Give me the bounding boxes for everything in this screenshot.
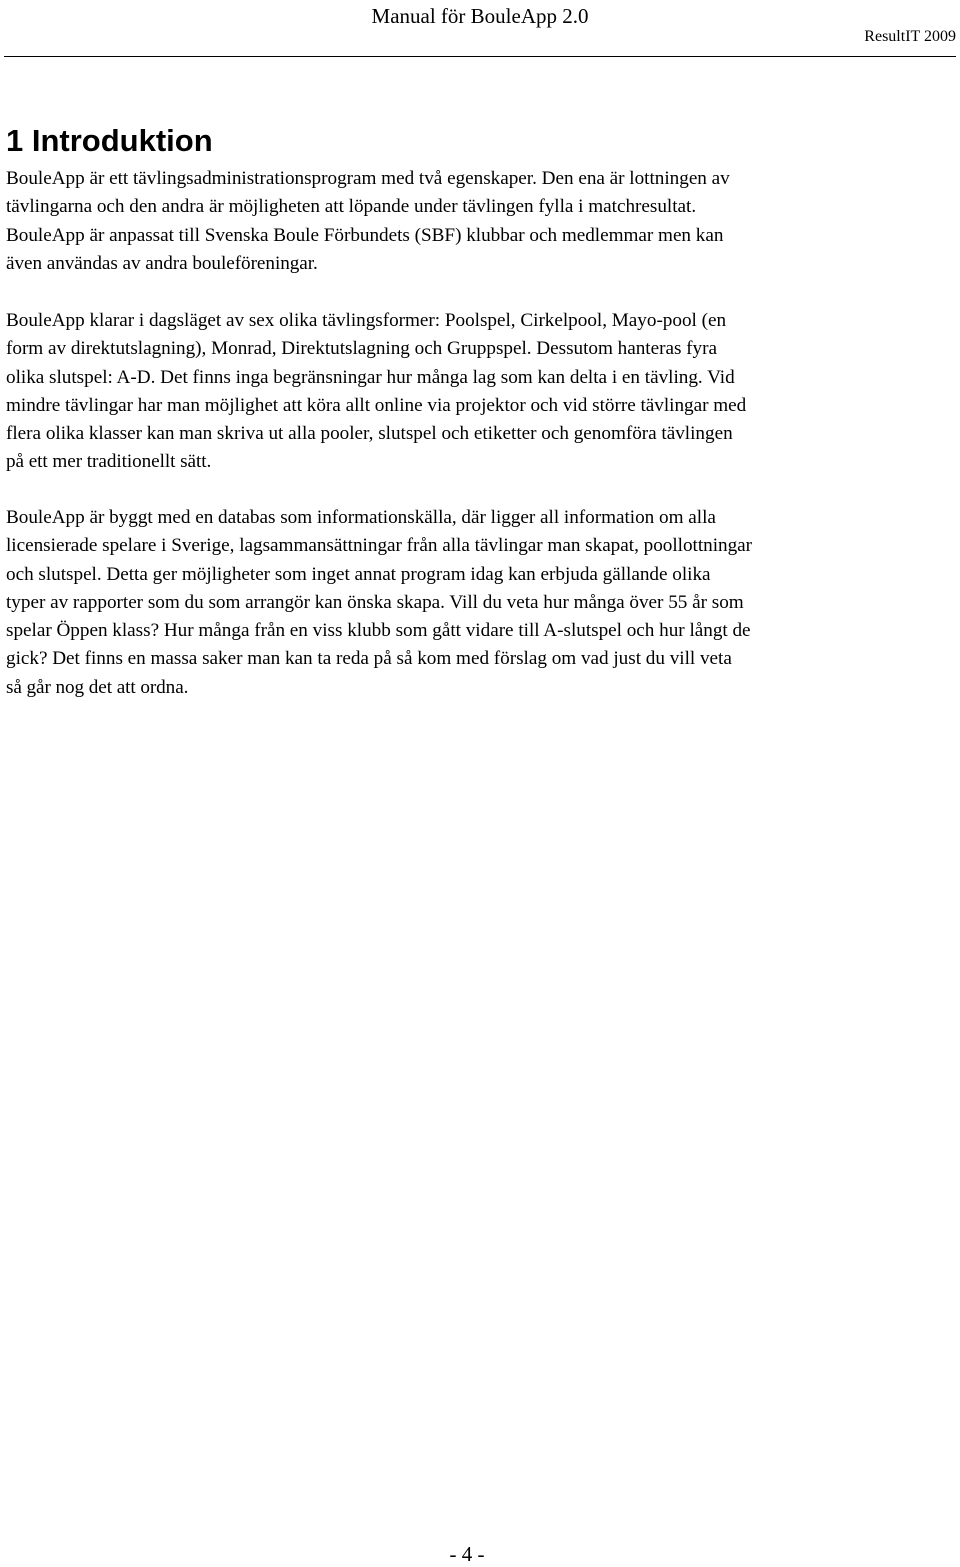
paragraph-line: och slutspel. Detta ger möjligheter som inget annat program idag kan erbjuda gällande olika [6, 563, 711, 585]
paragraph-line: BouleApp är byggt med en databas som informationskälla, där ligger all information om alla [6, 507, 716, 528]
paragraph-line: olika slutspel: A-D. Det finns inga begränsningar hur många lag som kan delta i en tävling. Vid [6, 366, 735, 388]
paragraph-line: spelar Öppen klass? Hur många från en viss klubb som gått vidare till A-slutspel och hur långt de [6, 620, 751, 642]
paragraph-line: mindre tävlingar har man möjlighet att köra allt online via projektor och vid större tävlingar med [6, 394, 747, 416]
paragraph-line: på ett mer traditionellt sätt. [6, 451, 212, 473]
paragraph-competition-formats [6, 307, 956, 477]
section-heading: 1 Introduktion [6, 123, 213, 158]
paragraph-line: BouleApp är anpassat till Svenska Boule Förbundets (SBF) klubbar och medlemmar men kan [6, 224, 724, 246]
paragraph-line: typer av rapporter som du som arrangör kan önska skapa. Vill du veta hur många över 55 år som [6, 591, 744, 613]
paragraph-line: flera olika klasser kan man skriva ut alla pooler, slutspel och etiketter och genomföra tävlingen [6, 423, 733, 445]
paragraph-database [6, 504, 956, 702]
header-divider [4, 56, 956, 57]
paragraph-line: form av direktutslagning), Monrad, Direktutslagning och Gruppspel. Dessutom hanteras fyra [6, 338, 717, 360]
paragraph-line: licensierade spelare i Sverige, lagsammansättningar från alla tävlingar man skapat, poollottningar [6, 535, 753, 557]
header-company-year: ResultIT 2009 [864, 28, 956, 45]
paragraph-line: tävlingarna och den andra är möjligheten att löpande under tävlingen fylla i matchresultat. [6, 196, 697, 218]
page-number: - 4 - [449, 1542, 485, 1566]
header-title: Manual för BouleApp 2.0 [371, 4, 589, 28]
paragraph-line: BouleApp är ett tävlingsadministrationsprogram med två egenskaper. Den ena är lottningen av [6, 168, 730, 189]
paragraph-line: gick? Det finns en massa saker man kan ta reda på så kom med förslag om vad just du vill veta [6, 648, 732, 670]
paragraph-line: så går nog det att ordna. [6, 676, 189, 698]
paragraph-intro [6, 165, 956, 278]
paragraph-line: även användas av andra bouleföreningar. [6, 252, 318, 274]
paragraph-line: BouleApp klarar i dagsläget av sex olika tävlingsformer: Poolspel, Cirkelpool, Mayo-pool (en [6, 310, 727, 331]
